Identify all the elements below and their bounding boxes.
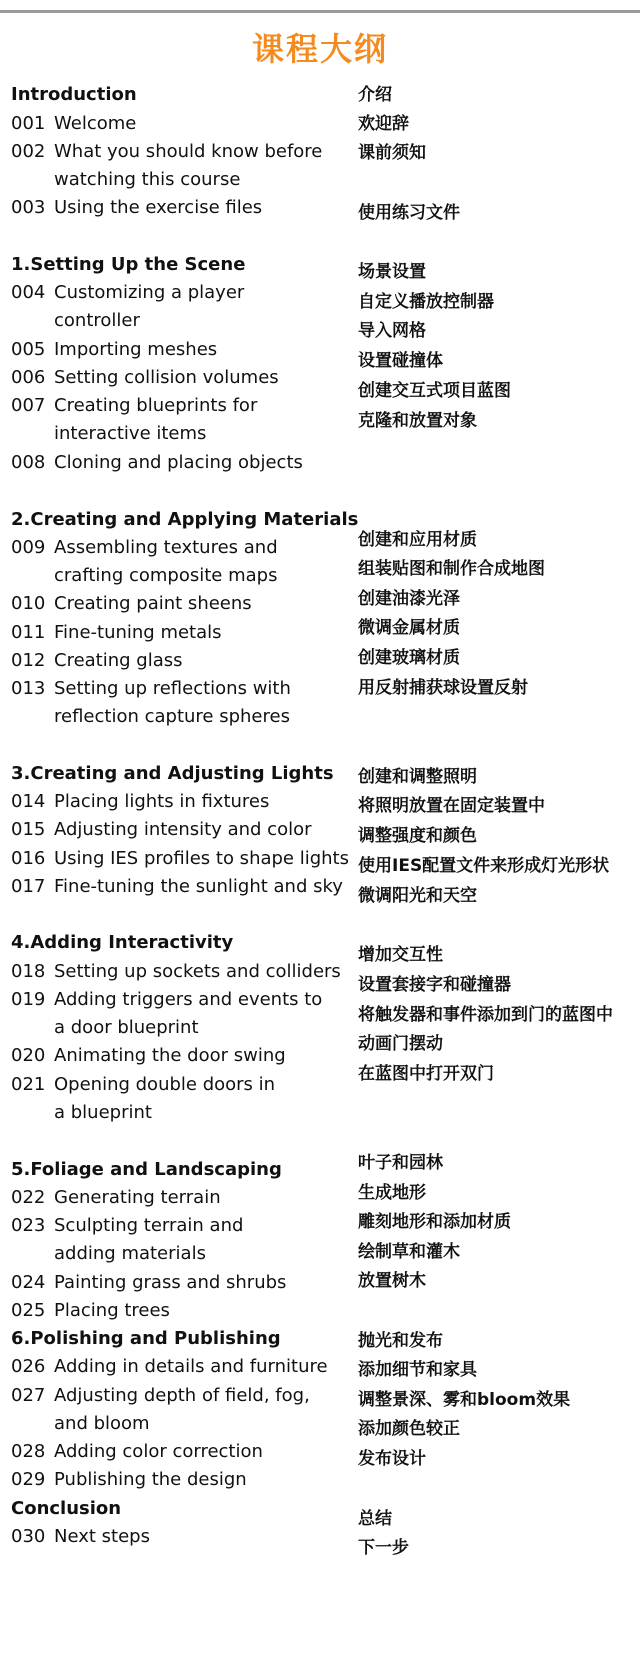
lesson-item [11, 1352, 328, 1382]
lesson-number: 017 [11, 876, 46, 897]
lesson-title: Painting grass and shrubs [54, 1272, 287, 1293]
lesson-item [11, 1211, 243, 1241]
section-heading: 4.Adding Interactivity [11, 932, 234, 953]
chinese-translation: 雕刻地形和添加材质 [358, 1212, 511, 1232]
lesson-item [11, 1070, 275, 1100]
lesson-number: 016 [11, 848, 46, 869]
chinese-translation: 增加交互性 [358, 945, 443, 965]
lesson-number: 021 [11, 1074, 46, 1095]
chinese-translation: 创建油漆光泽 [358, 589, 460, 609]
lesson-title: Assembling textures and [54, 537, 278, 558]
chinese-translation: 微调金属材质 [358, 618, 460, 638]
lesson-item [11, 335, 217, 365]
lesson-title: Generating terrain [54, 1187, 221, 1208]
lesson-title-continuation [11, 1239, 206, 1269]
lesson-item [11, 1522, 150, 1552]
lesson-item [11, 1465, 247, 1495]
lesson-title: Animating the door swing [54, 1045, 286, 1066]
lesson-number: 018 [11, 961, 46, 982]
chinese-translation: 调整景深、雾和bloom效果 [358, 1390, 571, 1410]
lesson-title: Adjusting intensity and color [54, 819, 312, 840]
lesson-number: 002 [11, 141, 46, 162]
chinese-translation: 绘制草和灌木 [358, 1242, 460, 1262]
lesson-title: Creating paint sheens [54, 593, 252, 614]
lesson-title: Placing lights in fixtures [54, 791, 270, 812]
lesson-item [11, 391, 257, 421]
lesson-number: 026 [11, 1356, 46, 1377]
lesson-title-wrap: adding materials [54, 1243, 206, 1264]
section-heading: 1.Setting Up the Scene [11, 254, 246, 275]
chinese-translation: 生成地形 [358, 1183, 426, 1203]
lesson-title: Using the exercise files [54, 197, 263, 218]
lesson-number: 011 [11, 622, 46, 643]
chinese-translation: 使用IES配置文件来形成灯光形状 [358, 856, 610, 876]
lesson-title-wrap: reflection capture spheres [54, 706, 290, 727]
top-divider [0, 10, 640, 13]
chinese-translation: 下一步 [358, 1538, 409, 1558]
lesson-title: Fine-tuning the sunlight and sky [54, 876, 343, 897]
chinese-translation: 设置套接字和碰撞器 [358, 975, 511, 995]
lesson-item [11, 1041, 286, 1071]
lesson-item [11, 1437, 263, 1467]
lesson-title: Welcome [54, 113, 137, 134]
lesson-title-continuation [11, 561, 277, 591]
chinese-translation: 在蓝图中打开双门 [358, 1064, 494, 1084]
lesson-title-continuation [11, 165, 240, 195]
section-heading: 3.Creating and Adjusting Lights [11, 763, 334, 784]
lesson-number: 022 [11, 1187, 46, 1208]
chinese-translation: 将触发器和事件添加到门的蓝图中 [358, 1005, 613, 1025]
lesson-title-continuation [11, 306, 140, 336]
chinese-translation: 自定义播放控制器 [358, 292, 494, 312]
lesson-item [11, 787, 269, 817]
chinese-translation: 叶子和园林 [358, 1153, 443, 1173]
lesson-item [11, 533, 278, 563]
lesson-number: 014 [11, 791, 46, 812]
lesson-item [11, 1296, 170, 1326]
lesson-item [11, 363, 279, 393]
lesson-title: What you should know before [54, 141, 323, 162]
lesson-number: 012 [11, 650, 46, 671]
lesson-title: Adding triggers and events to [54, 989, 323, 1010]
lesson-item [11, 957, 341, 987]
lesson-number: 023 [11, 1215, 46, 1236]
lesson-title: Publishing the design [54, 1469, 247, 1490]
lesson-item [11, 109, 136, 139]
chinese-translation: 添加颜色较正 [358, 1419, 460, 1439]
chinese-translation: 创建和应用材质 [358, 530, 477, 550]
lesson-title: Customizing a player [54, 282, 245, 303]
lesson-item [11, 618, 222, 648]
chinese-translation: 课前须知 [358, 143, 426, 163]
chinese-translation: 添加细节和家具 [358, 1360, 477, 1380]
chinese-translation: 导入网格 [358, 321, 426, 341]
lesson-number: 008 [11, 452, 46, 473]
lesson-number: 030 [11, 1526, 46, 1547]
lesson-title: Adding color correction [54, 1441, 263, 1462]
lesson-title: Sculpting terrain and [54, 1215, 244, 1236]
lesson-number: 025 [11, 1300, 46, 1321]
lesson-title: Adjusting depth of field, fog, [54, 1385, 310, 1406]
lesson-title: Placing trees [54, 1300, 170, 1321]
lesson-number: 006 [11, 367, 46, 388]
chinese-translation: 动画门摆动 [358, 1034, 443, 1054]
lesson-title-continuation [11, 1013, 199, 1043]
lesson-number: 028 [11, 1441, 46, 1462]
chinese-translation: 设置碰撞体 [358, 351, 443, 371]
lesson-item [11, 674, 291, 704]
section-heading: 5.Foliage and Landscaping [11, 1159, 282, 1180]
lesson-number: 010 [11, 593, 46, 614]
lesson-title-wrap: a door blueprint [54, 1017, 199, 1038]
lesson-title: Next steps [54, 1526, 150, 1547]
lesson-title: Cloning and placing objects [54, 452, 303, 473]
lesson-number: 019 [11, 989, 46, 1010]
lesson-item [11, 1183, 221, 1213]
lesson-item [11, 589, 252, 619]
lesson-title-continuation [11, 1098, 152, 1128]
chinese-translation: 介绍 [358, 85, 392, 105]
chinese-translation: 创建和调整照明 [358, 767, 477, 787]
lesson-item [11, 193, 262, 223]
lesson-number: 005 [11, 339, 46, 360]
lesson-title-wrap: crafting composite maps [54, 565, 278, 586]
lesson-title: Setting up sockets and colliders [54, 961, 341, 982]
lesson-number: 015 [11, 819, 46, 840]
section-heading: Introduction [11, 84, 137, 105]
lesson-title-wrap: and bloom [54, 1413, 150, 1434]
lesson-title: Using IES profiles to shape lights [54, 848, 349, 869]
chinese-translation: 微调阳光和天空 [358, 886, 477, 906]
lesson-number: 004 [11, 282, 46, 303]
lesson-title: Fine-tuning metals [54, 622, 222, 643]
lesson-title-continuation [11, 1409, 150, 1439]
lesson-number: 009 [11, 537, 46, 558]
lesson-number: 027 [11, 1385, 46, 1406]
lesson-number: 001 [11, 113, 46, 134]
lesson-item [11, 872, 343, 902]
lesson-item [11, 815, 312, 845]
lesson-number: 029 [11, 1469, 46, 1490]
lesson-title-continuation [11, 419, 206, 449]
lesson-title-continuation [11, 702, 290, 732]
lesson-item [11, 1381, 310, 1411]
lesson-item [11, 278, 244, 308]
lesson-title: Adding in details and furniture [54, 1356, 328, 1377]
chinese-translation: 放置树木 [358, 1271, 426, 1291]
chinese-translation: 发布设计 [358, 1449, 426, 1469]
lesson-title-wrap: a blueprint [54, 1102, 152, 1123]
lesson-item [11, 1268, 286, 1298]
section-heading: 2.Creating and Applying Materials [11, 509, 359, 530]
lesson-title: Importing meshes [54, 339, 218, 360]
lesson-title: Creating glass [54, 650, 183, 671]
lesson-title-wrap: watching this course [54, 169, 241, 190]
chinese-translation: 创建交互式项目蓝图 [358, 381, 511, 401]
lesson-number: 024 [11, 1272, 46, 1293]
lesson-number: 020 [11, 1045, 46, 1066]
lesson-title: Creating blueprints for [54, 395, 258, 416]
chinese-translation: 使用练习文件 [358, 203, 460, 223]
chinese-translation: 总结 [358, 1509, 392, 1529]
lesson-number: 013 [11, 678, 46, 699]
chinese-translation: 抛光和发布 [358, 1331, 443, 1351]
chinese-translation: 组装贴图和制作合成地图 [358, 559, 545, 579]
lesson-number: 003 [11, 197, 46, 218]
chinese-translation: 创建玻璃材质 [358, 648, 460, 668]
lesson-number: 007 [11, 395, 46, 416]
lesson-title: Setting up reflections with [54, 678, 291, 699]
section-heading: 6.Polishing and Publishing [11, 1328, 281, 1349]
chinese-translation: 场景设置 [358, 262, 426, 282]
lesson-title: Setting collision volumes [54, 367, 279, 388]
lesson-title-wrap: controller [54, 310, 140, 331]
chinese-translation: 将照明放置在固定装置中 [358, 796, 545, 816]
chinese-translation: 用反射捕获球设置反射 [358, 678, 528, 698]
page-title: 课程大纲 [251, 30, 388, 68]
chinese-translation: 调整强度和颜色 [358, 826, 477, 846]
lesson-item [11, 985, 322, 1015]
lesson-title-wrap: interactive items [54, 423, 207, 444]
lesson-title: Opening double doors in [54, 1074, 276, 1095]
lesson-item [11, 137, 322, 167]
lesson-item [11, 844, 349, 874]
chinese-translation: 克隆和放置对象 [358, 411, 477, 431]
lesson-item [11, 448, 303, 478]
section-heading: Conclusion [11, 1498, 122, 1519]
lesson-item [11, 646, 183, 676]
chinese-translation: 欢迎辞 [358, 114, 409, 134]
